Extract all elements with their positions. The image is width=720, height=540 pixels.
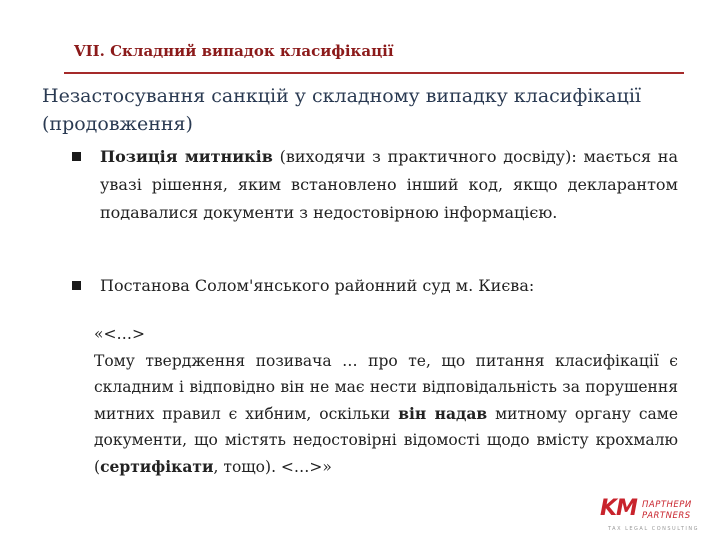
bullet-body: (виходячи з практичного досвіду): мається на увазі рішення, яким встановлено інший код, якщо декларантом подавалися документи з недостовірною інформацією.: [100, 147, 679, 222]
square-bullet-icon: [72, 281, 81, 290]
bullet-lead: Позиція митників: [100, 147, 273, 166]
bullet-text: [100, 143, 678, 227]
header-divider: [64, 72, 684, 74]
quote-emphasis-1: він надав: [398, 403, 488, 423]
logo-brand: KM: [600, 496, 637, 521]
quote-open: «<…>: [94, 325, 145, 343]
quote-body: [94, 348, 678, 481]
logo-line-en: PARTNERS: [642, 511, 691, 521]
quote-text-2: митному органу саме документи, що містять недостовірні відомості щодо вмісту крохмалю (: [94, 404, 678, 476]
bullet-text: Постанова Солом'янського районний суд м. Києва:: [100, 276, 535, 295]
logo-line-ua: ПАРТНЕРИ: [642, 500, 692, 510]
section-title: VII. Складний випадок класифікації: [74, 42, 394, 60]
quote-emphasis-2: сертифікати: [100, 456, 214, 476]
bullet-customs-position: [72, 143, 678, 227]
court-quote: [94, 321, 678, 480]
bullet-court-ruling: [72, 272, 678, 300]
logo-tagline: TAX LEGAL CONSULTING: [608, 526, 699, 532]
slide-title: Незастосування санкцій у складному випадку класифікації (продовження): [42, 85, 641, 135]
km-partners-logo: [600, 496, 708, 536]
square-bullet-icon: [72, 152, 81, 161]
quote-text-1: Тому твердження позивача … про те, що питання класифікації є складним і відповідно він не має нести відповідальність за порушення митних правил є хибним, оскільки: [94, 351, 678, 423]
quote-text-3: , тощо). <…>»: [213, 457, 332, 476]
